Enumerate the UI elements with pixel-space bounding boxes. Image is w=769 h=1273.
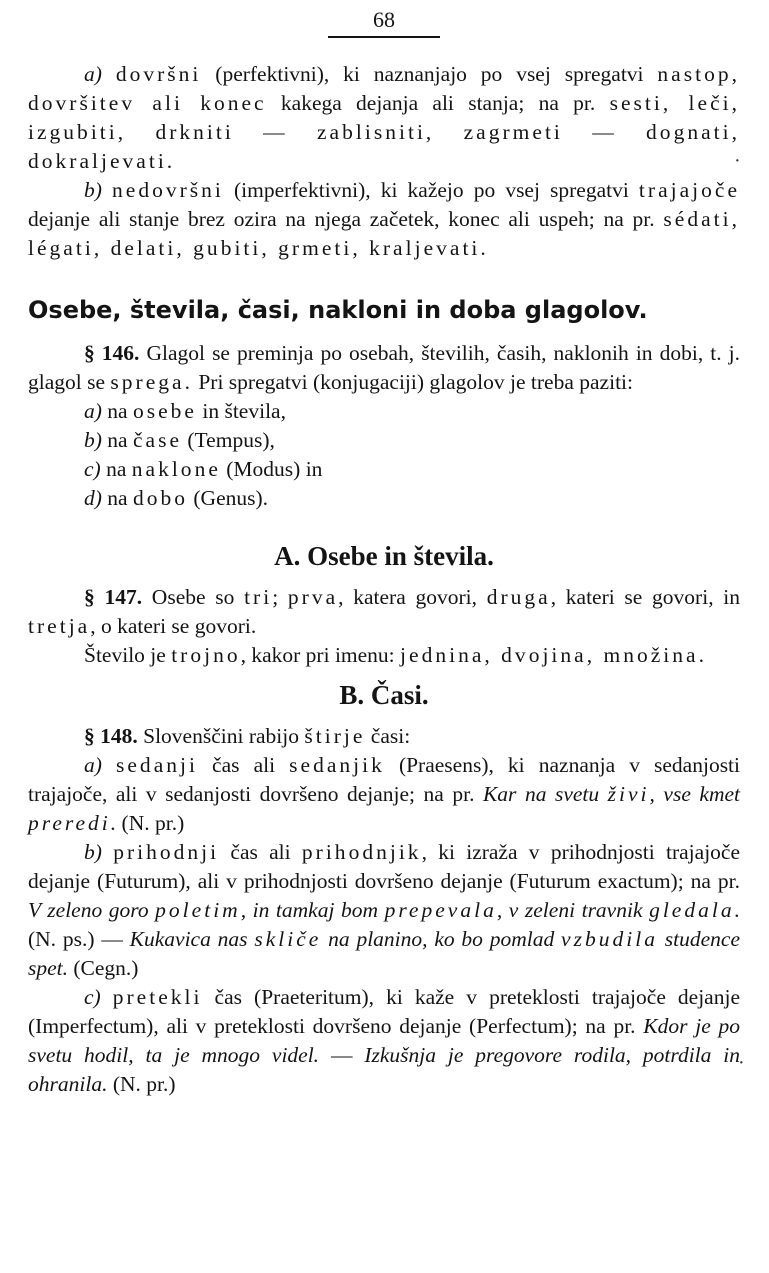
item-letter: a): [84, 753, 102, 777]
item-letter: b): [84, 428, 102, 452]
text: Število je: [84, 643, 172, 667]
source-ref: (N. pr.): [116, 811, 185, 835]
example-text: , vse kmet: [649, 782, 740, 806]
item-b-nedovrsni: [28, 176, 740, 263]
text: , kateri se govori, in: [550, 585, 740, 609]
term: sedanjik: [289, 753, 385, 777]
example-text: Izkušnja je pregovore rodila, potrdila in ohranila.: [28, 1043, 741, 1096]
example-spaced: poletim: [155, 898, 241, 922]
section-number: § 148.: [84, 724, 138, 748]
text: (Genus).: [188, 486, 269, 510]
term: prihodnji: [113, 840, 220, 864]
spaced-text: trajajoče: [638, 178, 741, 202]
list-item: [28, 455, 740, 484]
example-spaced: prepevala: [384, 898, 497, 922]
heading-b: B. Časi.: [339, 680, 429, 710]
source-ref: (Cegn.): [68, 956, 139, 980]
spaced-text: dobo: [132, 486, 189, 510]
example-text: , v zeleni travnik: [496, 898, 650, 922]
spaced-text: trojno: [171, 643, 241, 667]
text: (Tempus),: [182, 428, 275, 452]
example-text: .: [110, 811, 117, 835]
example-text: studence spet.: [28, 927, 740, 980]
text: čas (Praeteritum), ki kaže v preteklosti trajajoče dejanje (Imperfectum), ali v preteklosti dovršeno dejanje (Perfectum); na pr.: [28, 985, 740, 1038]
item-148-b: [28, 838, 740, 983]
spaced-text: druga: [486, 585, 551, 609]
example-spaced: vzbudila: [561, 927, 658, 951]
text: kakega dejanja ali stanja; na pr.: [266, 91, 610, 115]
item-letter: c): [84, 985, 101, 1009]
item-letter: b): [84, 178, 102, 202]
paragraph-147-stevilo: [28, 641, 740, 670]
header-rule: [328, 36, 440, 38]
list-item: [28, 484, 740, 513]
source-ref: (N. pr.): [107, 1072, 176, 1096]
text: na: [101, 486, 133, 510]
text: (perfektivni), ki naznanjajo po vsej spregatvi: [201, 62, 658, 86]
item-letter: a): [84, 62, 102, 86]
text: (imperfektivni), ki kažejo po vsej spregatvi: [223, 178, 639, 202]
example-text: Kukavica nas: [129, 927, 255, 951]
margin-speck: ·: [734, 150, 741, 172]
item-letter: a): [84, 399, 102, 423]
text: in števila,: [196, 399, 286, 423]
paragraph-146: [28, 339, 740, 397]
text: na: [101, 428, 133, 452]
section-number: § 146.: [84, 341, 140, 365]
examples: sesti, leči, izgubiti, drkniti — zablisniti, zagrmeti — dognati, dokraljevati.: [28, 91, 740, 173]
text: na: [101, 399, 133, 423]
item-148-c: [28, 983, 740, 1099]
term: nedovršni: [112, 178, 224, 202]
item-a-dovrsni: [28, 60, 740, 176]
example-spaced: skliče: [254, 927, 322, 951]
section-heading: Osebe, števila, časi, nakloni in doba glagolov.: [28, 296, 648, 324]
example-text: Kdor je po svetu hodil, ta je mnogo videl.: [28, 1014, 740, 1067]
text: , ki izraža v prihodnjosti trajajoče dejanje (Futurum), ali v prihodnjosti dovršeno dejanje (Futurum exactum); na pr.: [28, 840, 741, 893]
item-letter: c): [84, 457, 101, 481]
book-page: [28, 0, 740, 1099]
text: —: [319, 1043, 365, 1067]
examples: sédati, légati, delati, gubiti, grmeti, kraljevati.: [28, 207, 740, 260]
list-item: [28, 426, 740, 455]
text: Osebe so: [142, 585, 245, 609]
text: , kakor pri imenu:: [240, 643, 401, 667]
text: čas ali: [219, 840, 302, 864]
list-item: [28, 397, 740, 426]
spaced-text: tretja: [28, 614, 91, 638]
example-spaced: preredi: [28, 811, 111, 835]
paragraph-148: [28, 722, 740, 751]
section-number: § 147.: [84, 585, 143, 609]
item-148-a: [28, 751, 740, 838]
margin-speck: ·: [738, 1052, 745, 1074]
source-ref: (N. ps.) —: [28, 927, 130, 951]
example-text: .: [734, 898, 740, 922]
heading-a: A. Osebe in števila.: [274, 541, 494, 571]
term: pretekli: [112, 985, 203, 1009]
example-spaced: gledala: [649, 898, 735, 922]
text: , katera govori,: [338, 585, 487, 609]
spaced-text: nastop, dovršitev ali konec: [28, 62, 740, 115]
spaced-text: štirje: [304, 724, 366, 748]
example-spaced: živi: [607, 782, 650, 806]
term: sedanji: [116, 753, 198, 777]
text: Slovenščini rabijo: [137, 724, 305, 748]
text: (Praesens), ki naznanja v sedanjosti trajajoče, ali v sedanjosti dovršeno dejanje; na pr.: [28, 753, 741, 806]
page-number: 68: [373, 7, 395, 32]
term: dovršni: [115, 62, 202, 86]
example-text: na planino, ko bo pomlad: [321, 927, 562, 951]
text: (Modus) in: [220, 457, 323, 481]
example-text: V zeleno goro: [28, 898, 156, 922]
spaced-text: tri: [244, 585, 273, 609]
item-letter: d): [84, 486, 102, 510]
example-text: Kar na svetu: [482, 782, 608, 806]
text: na: [100, 457, 132, 481]
spaced-text: prva: [287, 585, 339, 609]
text: ;: [272, 585, 288, 609]
spaced-text: naklone: [131, 457, 221, 481]
spaced-text: čase: [132, 428, 183, 452]
term: prihodnjik: [301, 840, 422, 864]
paragraph-147: [28, 583, 740, 641]
text: Glagol se preminja po osebah, številih, časih, naklonih in dobi, t. j. glagol se: [28, 341, 741, 394]
text: časi:: [365, 724, 411, 748]
text: , o kateri se govori.: [90, 614, 257, 638]
text: Pri spregatvi (konjugaciji) glagolov je treba paziti:: [192, 370, 633, 394]
spaced-text: osebe: [132, 399, 197, 423]
example-text: , in tamkaj bom: [240, 898, 385, 922]
list-146: [28, 397, 740, 513]
item-letter: b): [84, 840, 102, 864]
spaced-text: jednina, dvojina, množina.: [400, 643, 707, 667]
text: čas ali: [197, 753, 290, 777]
text: dejanje ali stanje brez ozira na njega začetek, konec ali uspeh; na pr.: [28, 207, 664, 231]
spaced-text: sprega.: [110, 370, 193, 394]
